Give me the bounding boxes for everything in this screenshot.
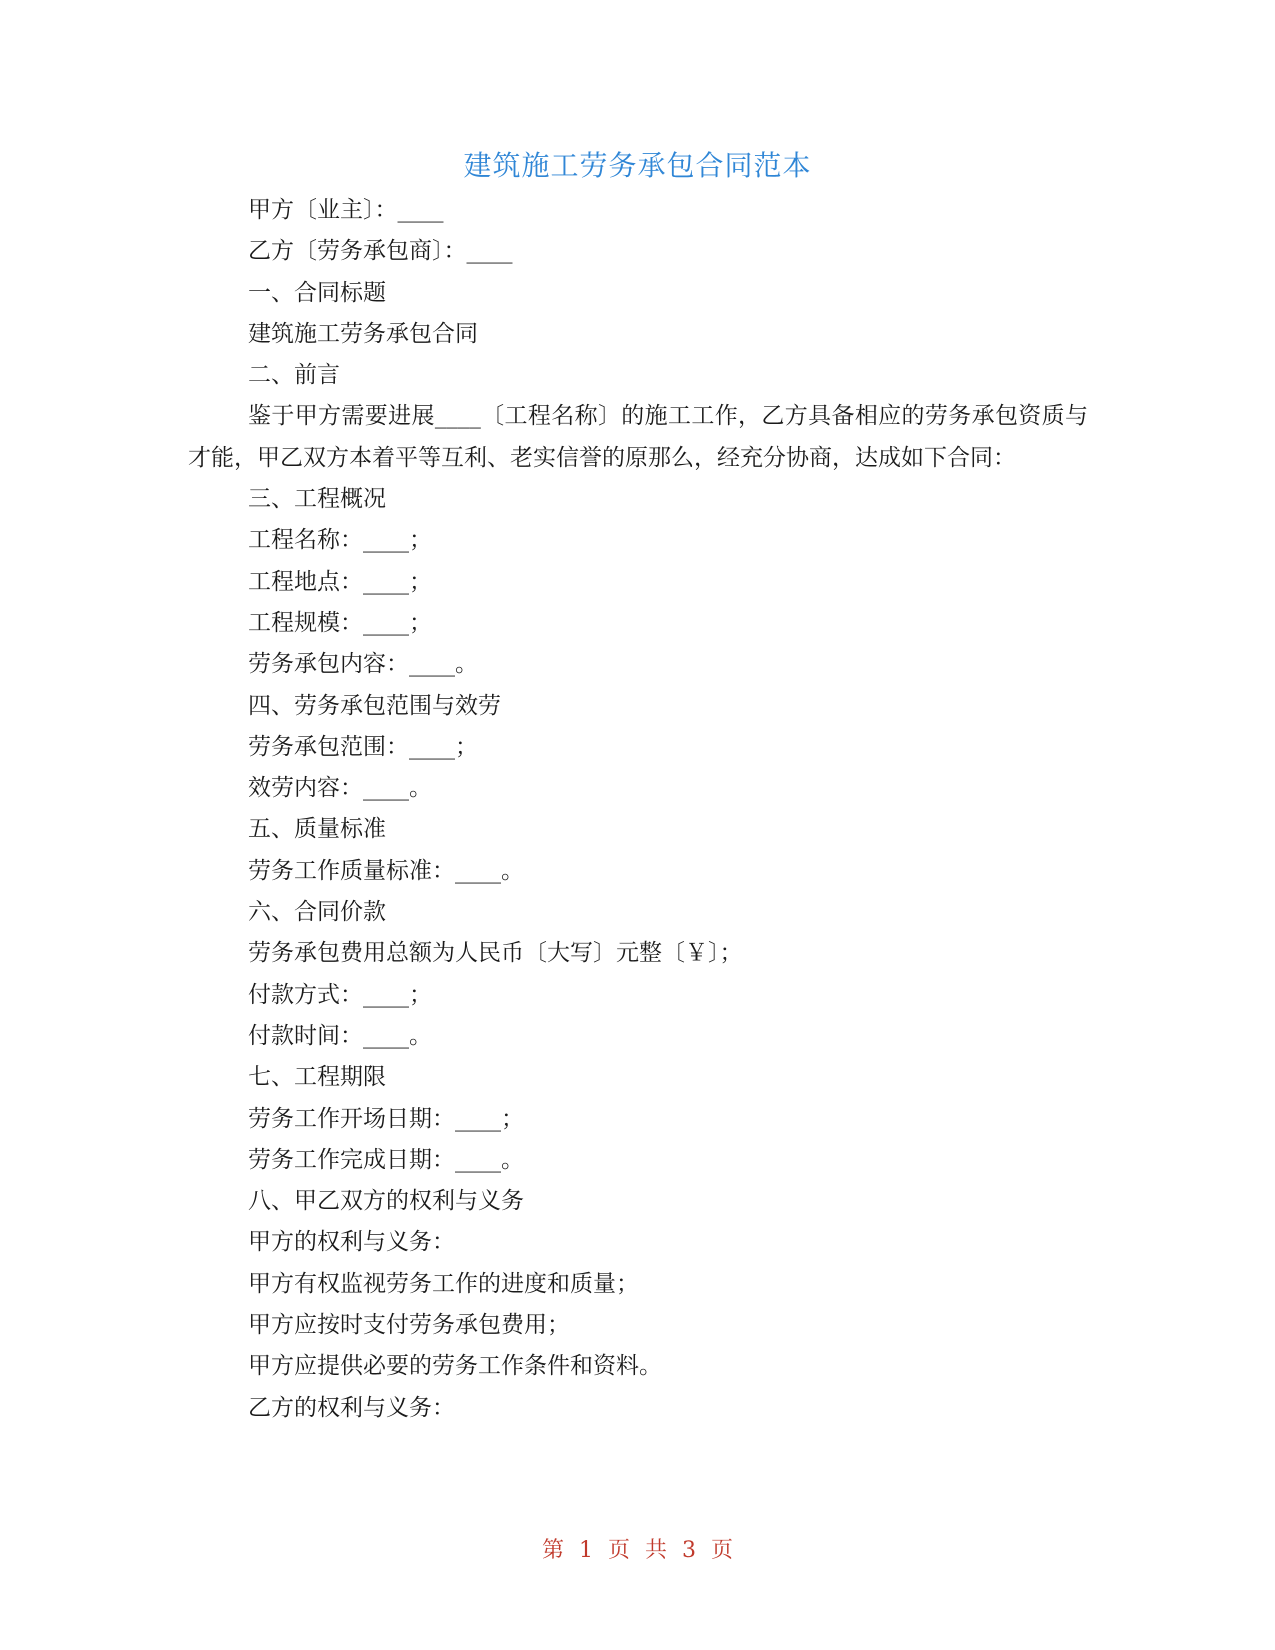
clause-line: 乙方的权利与义务：	[248, 1394, 455, 1421]
document-body	[188, 190, 1088, 1429]
footer-current-page: 1	[578, 1538, 593, 1563]
section-heading: 六、合同价款	[248, 899, 386, 926]
clause-line: 劳务承包范围：____；	[248, 733, 478, 760]
section-heading: 五、质量标准	[248, 816, 386, 843]
section-heading: 三、工程概况	[248, 486, 386, 513]
document-title: 建筑施工劳务承包合同范本	[463, 149, 812, 182]
clause-line: 甲方有权监视劳务工作的进度和质量；	[248, 1270, 639, 1297]
clause-line: 付款方式：____；	[248, 981, 432, 1008]
clause-line: 劳务承包内容：____。	[248, 651, 478, 678]
clause-line: 甲方应按时支付劳务承包费用；	[248, 1312, 570, 1339]
footer-total-unit: 页	[711, 1538, 734, 1563]
footer-page-unit: 页	[607, 1538, 630, 1563]
clause-line: 劳务承包费用总额为人民币〔大写〕元整〔￥〕；	[248, 940, 743, 967]
clause-line: 付款时间：____。	[248, 1022, 432, 1049]
section-heading: 一、合同标题	[248, 279, 386, 306]
section-heading: 八、甲乙双方的权利与义务	[248, 1188, 524, 1215]
preface-paragraph: 鉴于甲方需要进展____〔工程名称〕的施工工作，乙方具备相应的劳务承包资质与才能，甲乙双方本着平等互利、老实信誉的原那么，经充分协商，达成如下合同：	[188, 403, 1088, 471]
clause-line: 劳务工作开场日期：____；	[248, 1105, 524, 1132]
clause-line: 劳务工作质量标准：____。	[248, 857, 524, 884]
clause-line: 甲方应提供必要的劳务工作条件和资料。	[248, 1353, 662, 1380]
clause-line: 工程规模：____；	[248, 609, 432, 636]
footer-total-word: 共	[645, 1538, 668, 1563]
footer-total-pages: 3	[682, 1538, 697, 1563]
section-heading: 七、工程期限	[248, 1064, 386, 1091]
clause-line: 工程地点：____；	[248, 568, 432, 595]
section-heading: 二、前言	[248, 362, 340, 389]
section-heading: 四、劳务承包范围与效劳	[248, 692, 501, 719]
clause-line: 劳务工作完成日期：____。	[248, 1146, 524, 1173]
clause-line: 甲方的权利与义务：	[248, 1229, 455, 1256]
clause-line: 效劳内容：____。	[248, 775, 432, 802]
party-a-line: 甲方〔业主〕：____	[248, 197, 444, 223]
page-footer	[0, 1536, 1275, 1566]
contract-name-line: 建筑施工劳务承包合同	[248, 320, 478, 347]
party-b-line: 乙方〔劳务承包商〕：____	[248, 238, 513, 265]
clause-line: 工程名称：____；	[248, 527, 432, 554]
footer-page-word: 第	[541, 1538, 564, 1563]
